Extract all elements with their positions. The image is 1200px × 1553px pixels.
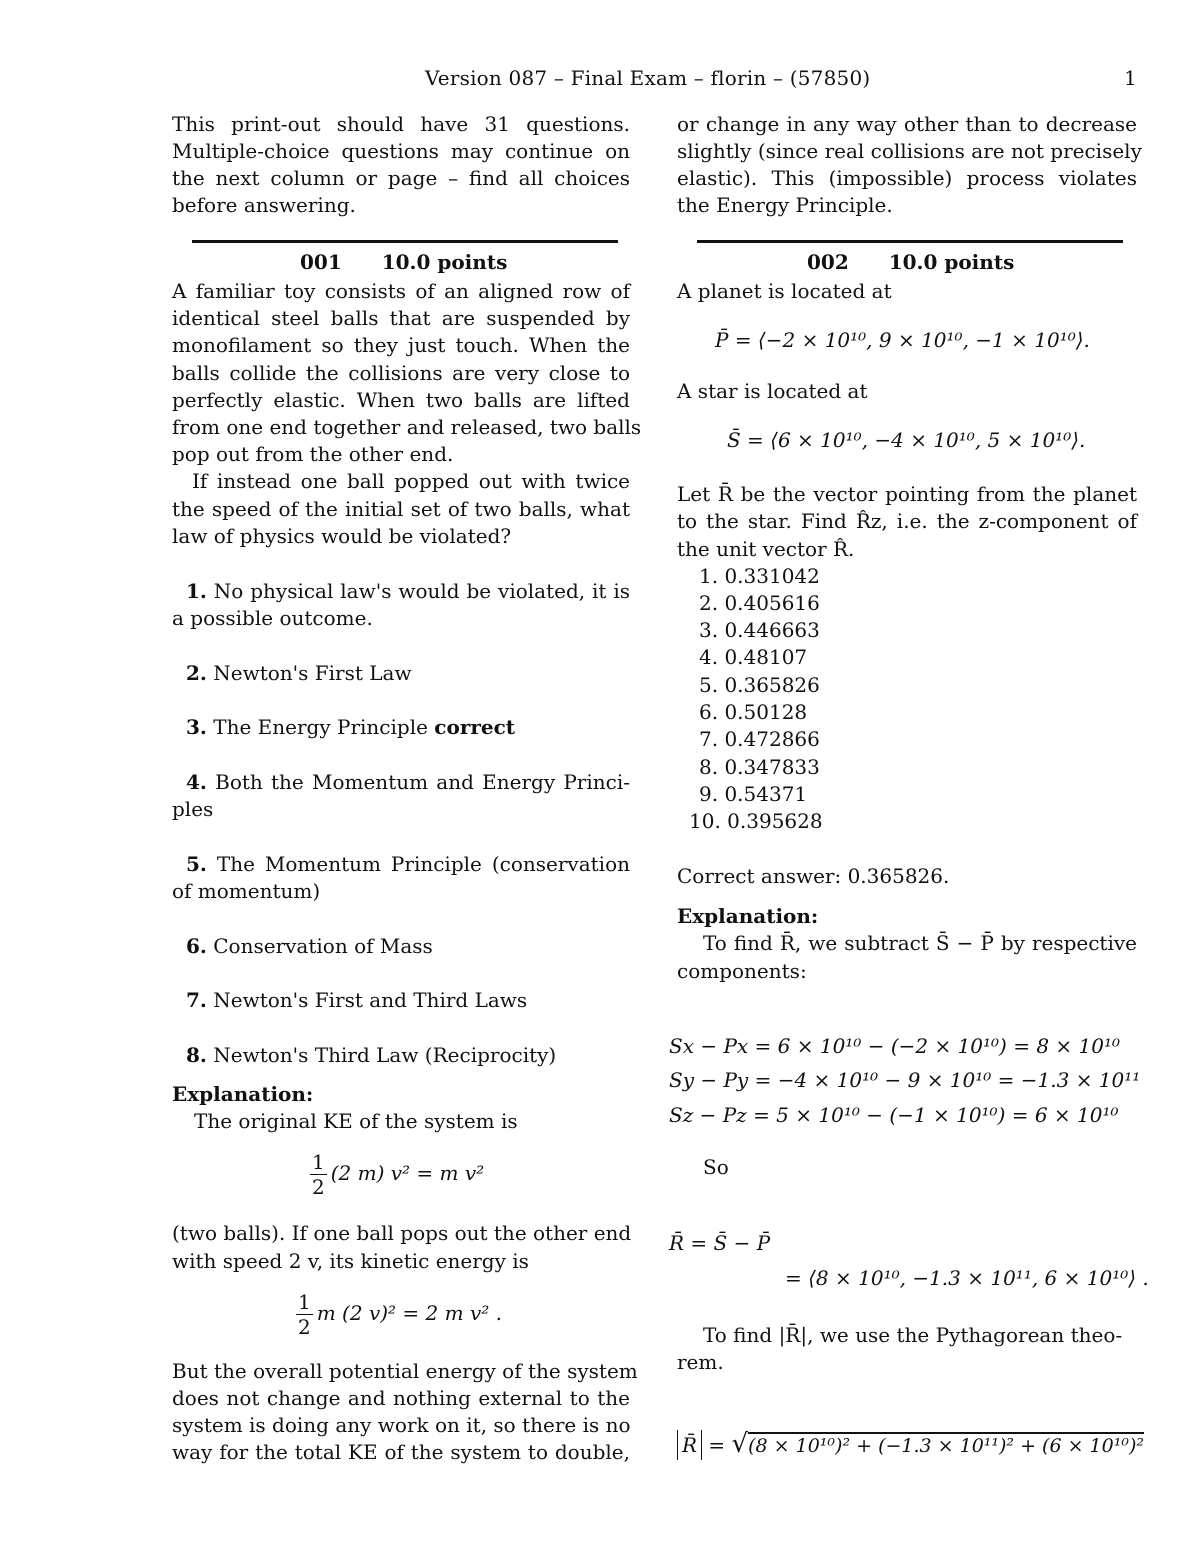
choice-text: Newton's Third Law (Reciprocity) — [213, 1043, 557, 1067]
answer-choice[interactable]: 9. 0.54371 — [699, 782, 808, 806]
divider — [697, 240, 1123, 243]
answer-choice[interactable] — [186, 851, 630, 878]
page-header — [0, 66, 1200, 96]
answer-choice[interactable] — [186, 660, 412, 687]
explanation-line: with speed 2 v, its kinetic energy is — [172, 1249, 529, 1273]
choice-number: 8. — [186, 1043, 207, 1067]
explanation-heading: Explanation: — [172, 1082, 314, 1106]
answer-choice[interactable]: 5. 0.365826 — [699, 673, 820, 697]
component-equation: Sy − Py = −4 × 10¹⁰ − 9 × 10¹⁰ = −1.3 × 10¹¹ — [669, 1068, 1141, 1092]
r-vector-equation: R̄ = S̄ − P̄ — [669, 1231, 771, 1255]
question-line: law of physics would be violated? — [172, 524, 512, 548]
explanation-line: components: — [677, 959, 807, 983]
choice-number: 7. — [186, 988, 207, 1012]
correct-tag: correct — [434, 715, 516, 739]
explanation-line: does not change and nothing external to the — [172, 1386, 630, 1410]
answer-choice[interactable]: 1. 0.331042 — [699, 564, 820, 588]
header-title: Version 087 – Final Exam – florin – (57850) — [425, 66, 871, 90]
intro-line: the next column or page – find all choices — [172, 166, 630, 190]
question-heading — [300, 250, 507, 274]
question-number: 002 — [807, 250, 849, 274]
continuation-line: or change in any way other than to decrease — [677, 112, 1137, 136]
sqrt-icon: √ — [731, 1429, 749, 1459]
choice-number: 6. — [186, 934, 207, 958]
stem-line: pop out from the other end. — [172, 442, 454, 466]
stem-line: to the star. Find R̂z, i.e. the z-component of — [677, 509, 1137, 533]
r-vector-equation: = ⟨8 × 10¹⁰, −1.3 × 10¹¹, 6 × 10¹⁰⟩ . — [785, 1266, 1149, 1290]
stem-line: monofilament so they just touch. When the — [172, 333, 630, 357]
magnitude-bars: R̄ — [677, 1430, 702, 1460]
explanation-line: So — [703, 1155, 729, 1179]
intro-line: before answering. — [172, 193, 356, 217]
explanation-line: way for the total KE of the system to double, — [172, 1440, 630, 1464]
stem-line: perfectly elastic. When two balls are lifted — [172, 388, 630, 412]
answer-choice[interactable]: 4. 0.48107 — [699, 645, 808, 669]
explanation-line: The original KE of the system is — [194, 1109, 518, 1133]
stem-line: balls collide the collisions are very close to — [172, 361, 630, 385]
answer-choice[interactable]: 3. 0.446663 — [699, 618, 820, 642]
ke-equation-2 — [296, 1290, 502, 1339]
answer-choice[interactable] — [186, 769, 630, 796]
stem-line: A star is located at — [677, 379, 868, 403]
explanation-line: (two balls). If one ball pops out the other end — [172, 1221, 632, 1245]
choice-number: 1. — [186, 579, 207, 603]
stem-line: identical steel balls that are suspended by — [172, 306, 630, 330]
question-points: 10.0 points — [888, 250, 1015, 274]
answer-choice[interactable]: 2. 0.405616 — [699, 591, 820, 615]
choice-text: Newton's First Law — [213, 661, 412, 685]
choice-text-continued: of momentum) — [172, 879, 321, 903]
question-line: If instead one ball popped out with twice — [192, 469, 630, 493]
stem-line: from one end together and released, two balls — [172, 415, 642, 439]
answer-choice[interactable] — [186, 714, 515, 741]
star-vector: S̄ = ⟨6 × 10¹⁰, −4 × 10¹⁰, 5 × 10¹⁰⟩. — [727, 428, 1086, 452]
choice-text: Conservation of Mass — [213, 934, 433, 958]
divider — [192, 240, 618, 243]
fraction-denominator: 2 — [298, 1315, 311, 1339]
question-heading — [807, 250, 1014, 274]
fraction-numerator: 1 — [312, 1150, 325, 1174]
component-equation: Sz − Pz = 5 × 10¹⁰ − (−1 × 10¹⁰) = 6 × 10¹⁰ — [669, 1103, 1119, 1127]
component-equation: Sx − Px = 6 × 10¹⁰ − (−2 × 10¹⁰) = 8 × 10¹⁰ — [669, 1034, 1121, 1058]
explanation-line: But the overall potential energy of the system — [172, 1359, 638, 1383]
explanation-heading: Explanation: — [677, 904, 819, 928]
stem-line: the unit vector R̂. — [677, 537, 855, 561]
equation-body: (2 m) v² = m v² — [330, 1161, 485, 1185]
answer-choice[interactable] — [186, 1042, 556, 1069]
choice-text: Newton's First and Third Laws — [213, 988, 528, 1012]
explanation-line: rem. — [677, 1350, 724, 1374]
choice-number: 5. — [186, 852, 207, 876]
stem-line: Let R̄ be the vector pointing from the planet — [677, 482, 1137, 506]
answer-choice[interactable] — [186, 987, 527, 1014]
correct-answer: Correct answer: 0.365826. — [677, 864, 950, 888]
equation-body: m (2 v)² = 2 m v² . — [316, 1301, 502, 1325]
choice-number: 4. — [186, 770, 207, 794]
intro-line: Multiple-choice questions may continue on — [172, 139, 630, 163]
choice-text-continued: ples — [172, 797, 214, 821]
continuation-line: slightly (since real collisions are not precisely — [677, 139, 1142, 163]
continuation-line: the Energy Principle. — [677, 193, 893, 217]
answer-choice[interactable]: 8. 0.347833 — [699, 755, 820, 779]
planet-vector: P̄ = ⟨−2 × 10¹⁰, 9 × 10¹⁰, −1 × 10¹⁰⟩. — [715, 328, 1090, 352]
choice-text: The Energy Principle — [213, 715, 428, 739]
stem-line: A familiar toy consists of an aligned row of — [172, 279, 630, 303]
choice-text: Both the Momentum and Energy Princi- — [215, 770, 630, 794]
answer-choice[interactable]: 6. 0.50128 — [699, 700, 808, 724]
answer-choice[interactable] — [186, 578, 630, 605]
answer-choice[interactable]: 10. 0.395628 — [689, 809, 823, 833]
fraction-numerator: 1 — [298, 1290, 311, 1314]
choice-text: The Momentum Principle (conservation — [216, 852, 630, 876]
fraction-denominator: 2 — [312, 1175, 325, 1199]
continuation-line: elastic). This (impossible) process violates — [677, 166, 1137, 190]
question-number: 001 — [300, 250, 342, 274]
explanation-line: system is doing any work on it, so there is no — [172, 1413, 631, 1437]
page-number: 1 — [1124, 66, 1137, 90]
choice-number: 3. — [186, 715, 207, 739]
explanation-line: To find R̄, we subtract S̄ − P̄ by respective — [703, 931, 1137, 955]
explanation-line: To find |R̄|, we use the Pythagorean theo- — [703, 1323, 1123, 1347]
answer-choice[interactable] — [186, 933, 433, 960]
stem-line: A planet is located at — [677, 279, 892, 303]
ke-equation-1 — [310, 1150, 484, 1199]
answer-choice[interactable]: 7. 0.472866 — [699, 727, 820, 751]
magnitude-equation: R̄ = √(8 × 10¹⁰)² + (−1.3 × 10¹¹)² + (6 × 10¹⁰)² — [677, 1428, 1144, 1462]
intro-line: This print-out should have 31 questions. — [172, 112, 630, 136]
sqrt-radicand: (8 × 10¹⁰)² + (−1.3 × 10¹¹)² + (6 × 10¹⁰)² — [748, 1432, 1144, 1457]
choice-number: 2. — [186, 661, 207, 685]
question-line: the speed of the initial set of two balls, what — [172, 497, 630, 521]
choice-text-continued: a possible outcome. — [172, 606, 373, 630]
choice-text: No physical law's would be violated, it is — [213, 579, 630, 603]
question-points: 10.0 points — [381, 250, 508, 274]
